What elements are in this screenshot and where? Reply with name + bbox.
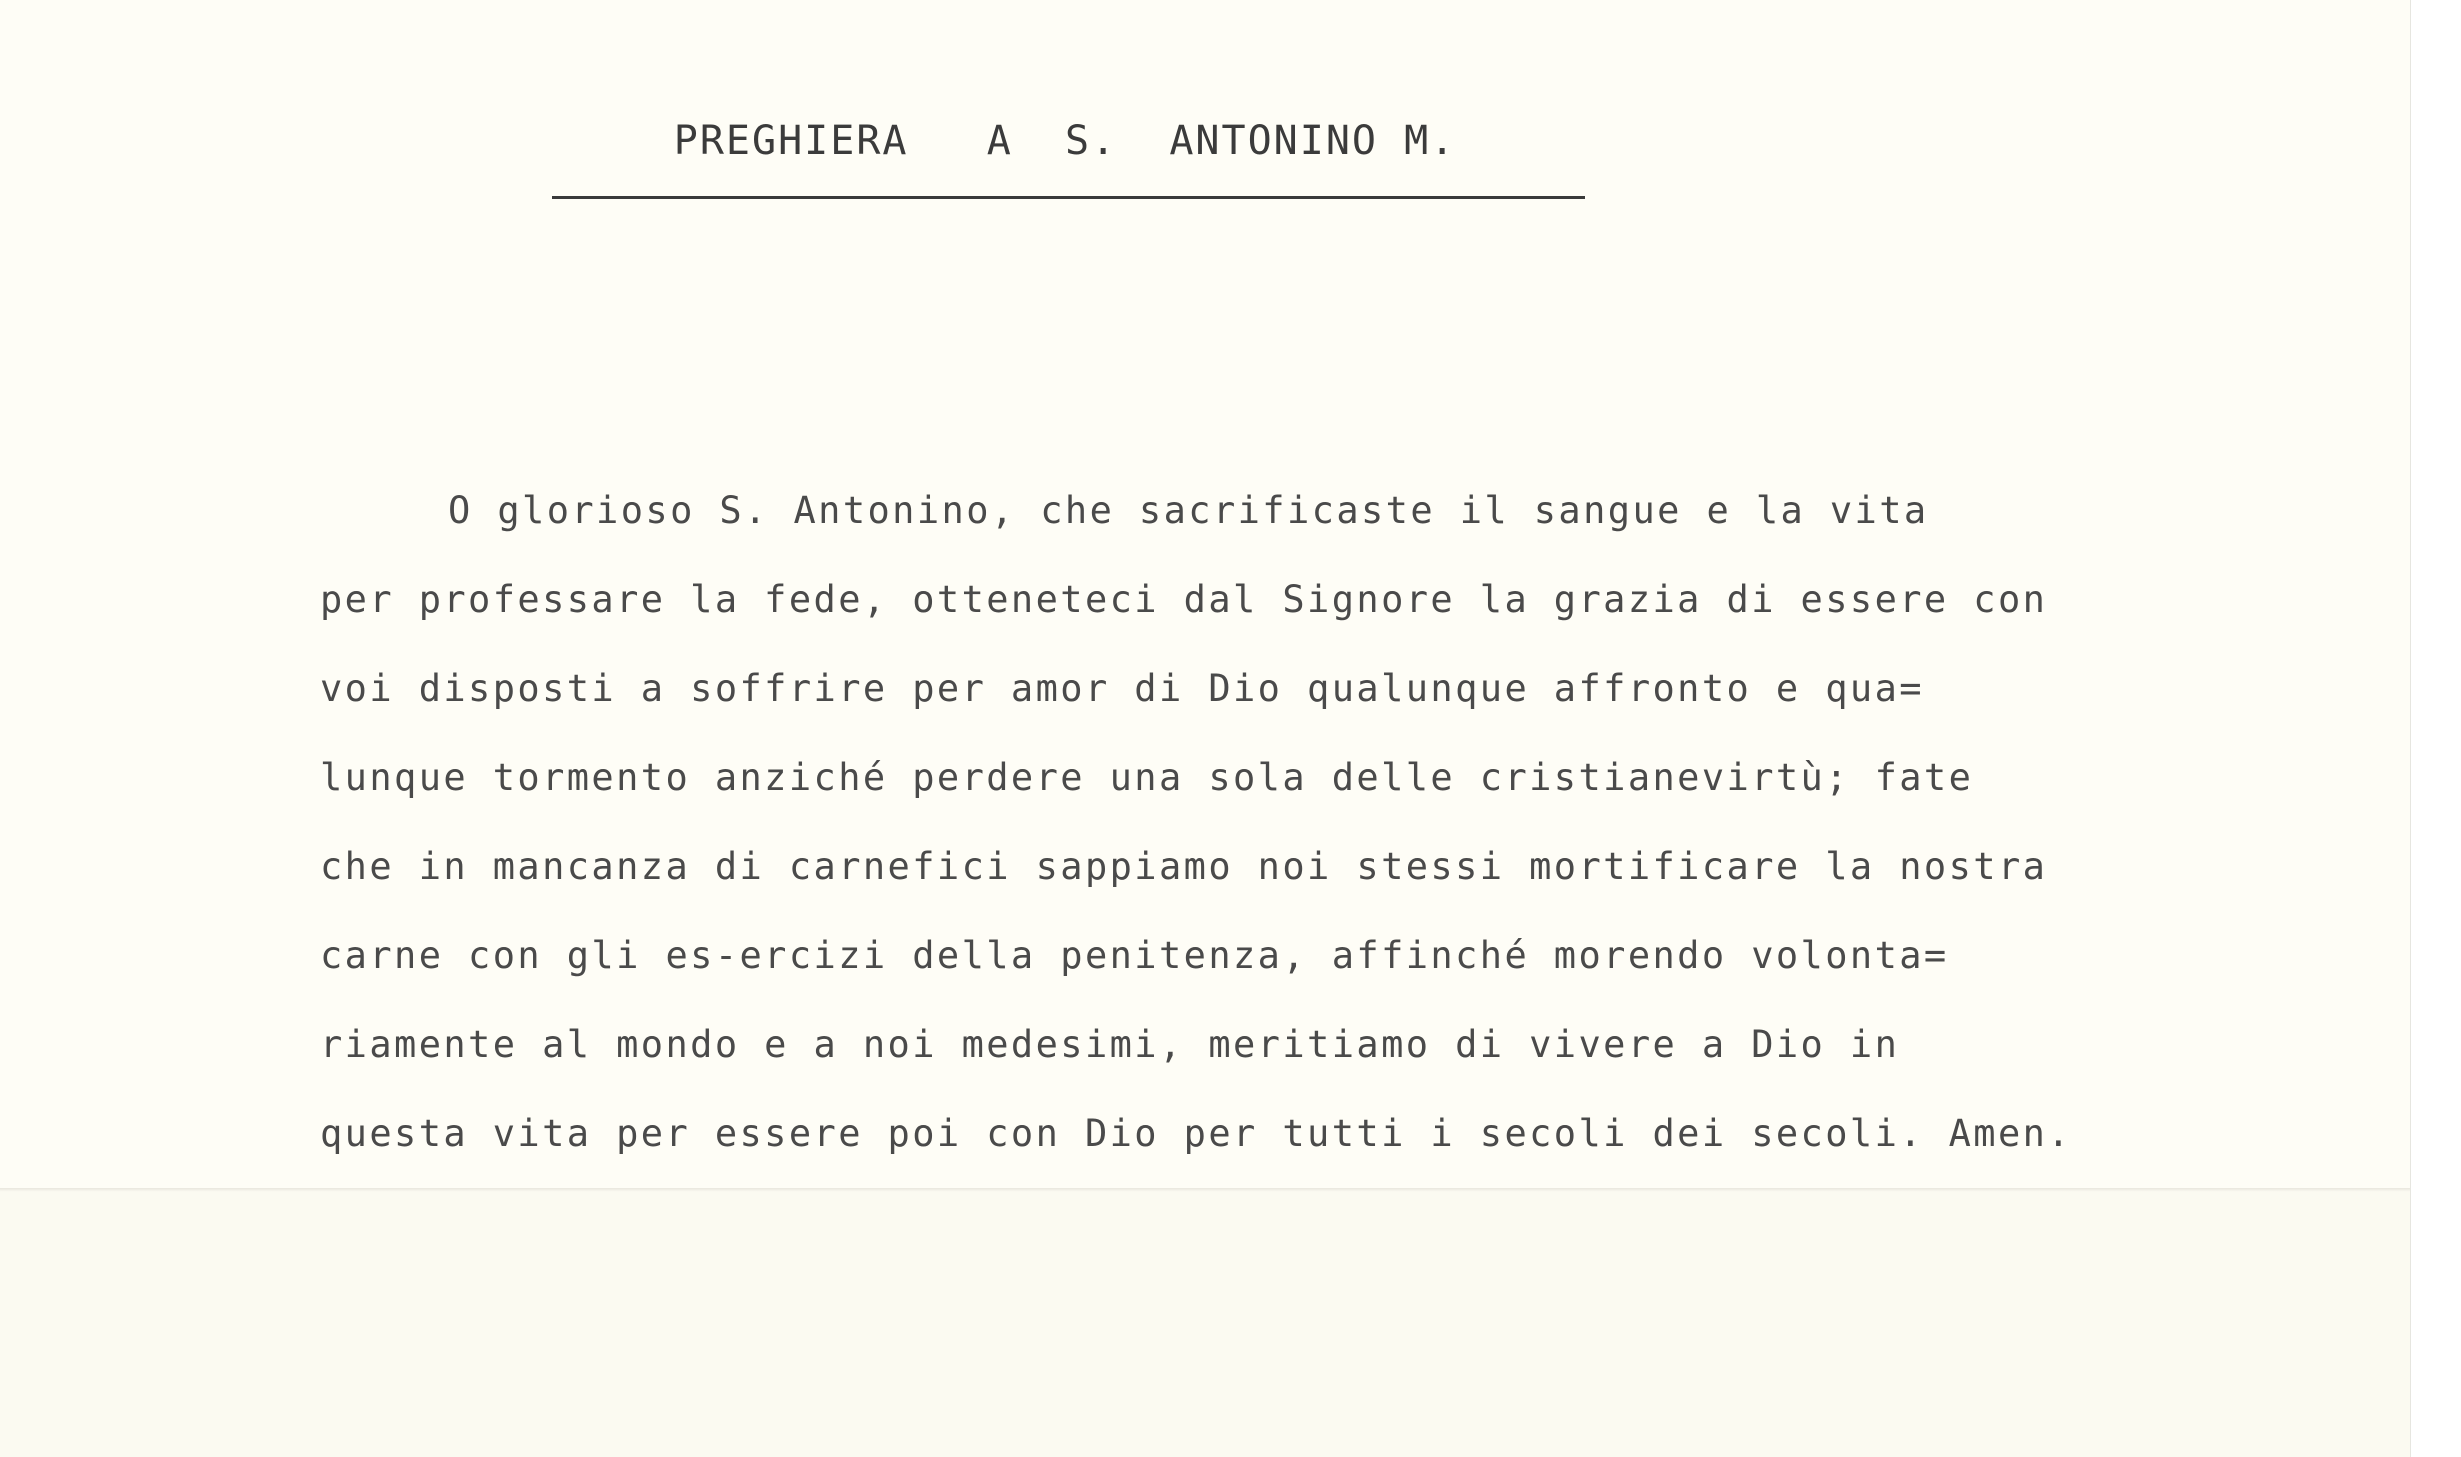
lower-page-section — [0, 1192, 2410, 1457]
prayer-line: riamente al mondo e a noi medesimi, meritiamo di vivere a Dio in — [320, 1023, 1900, 1066]
prayer-line: carne con gli es-ercizi della penitenza, affinché morendo volonta= — [320, 934, 1949, 977]
prayer-line: voi disposti a soffrire per amor di Dio qualunque affronto e qua= — [320, 667, 1924, 710]
prayer-line: questa vita per essere poi con Dio per tutti i secoli dei secoli. Amen. — [320, 1112, 2072, 1155]
title-underline — [552, 196, 1585, 199]
scan-margin — [2410, 0, 2461, 1457]
prayer-line: per professare la fede, otteneteci dal Signore la grazia di essere con — [320, 578, 2048, 621]
prayer-line: che in mancanza di carnefici sappiamo noi stessi mortificare la nostra — [320, 845, 2048, 888]
prayer-line: lunque tormento anziché perdere una sola delle cristianevirtù; fate — [320, 756, 1974, 799]
prayer-title: PREGHIERA A S. ANTONINO M. — [673, 118, 1457, 164]
prayer-line: O glorioso S. Antonino, che sacrificaste il sangue e la vita — [448, 489, 1929, 532]
prayer-text — [320, 482, 2220, 1194]
